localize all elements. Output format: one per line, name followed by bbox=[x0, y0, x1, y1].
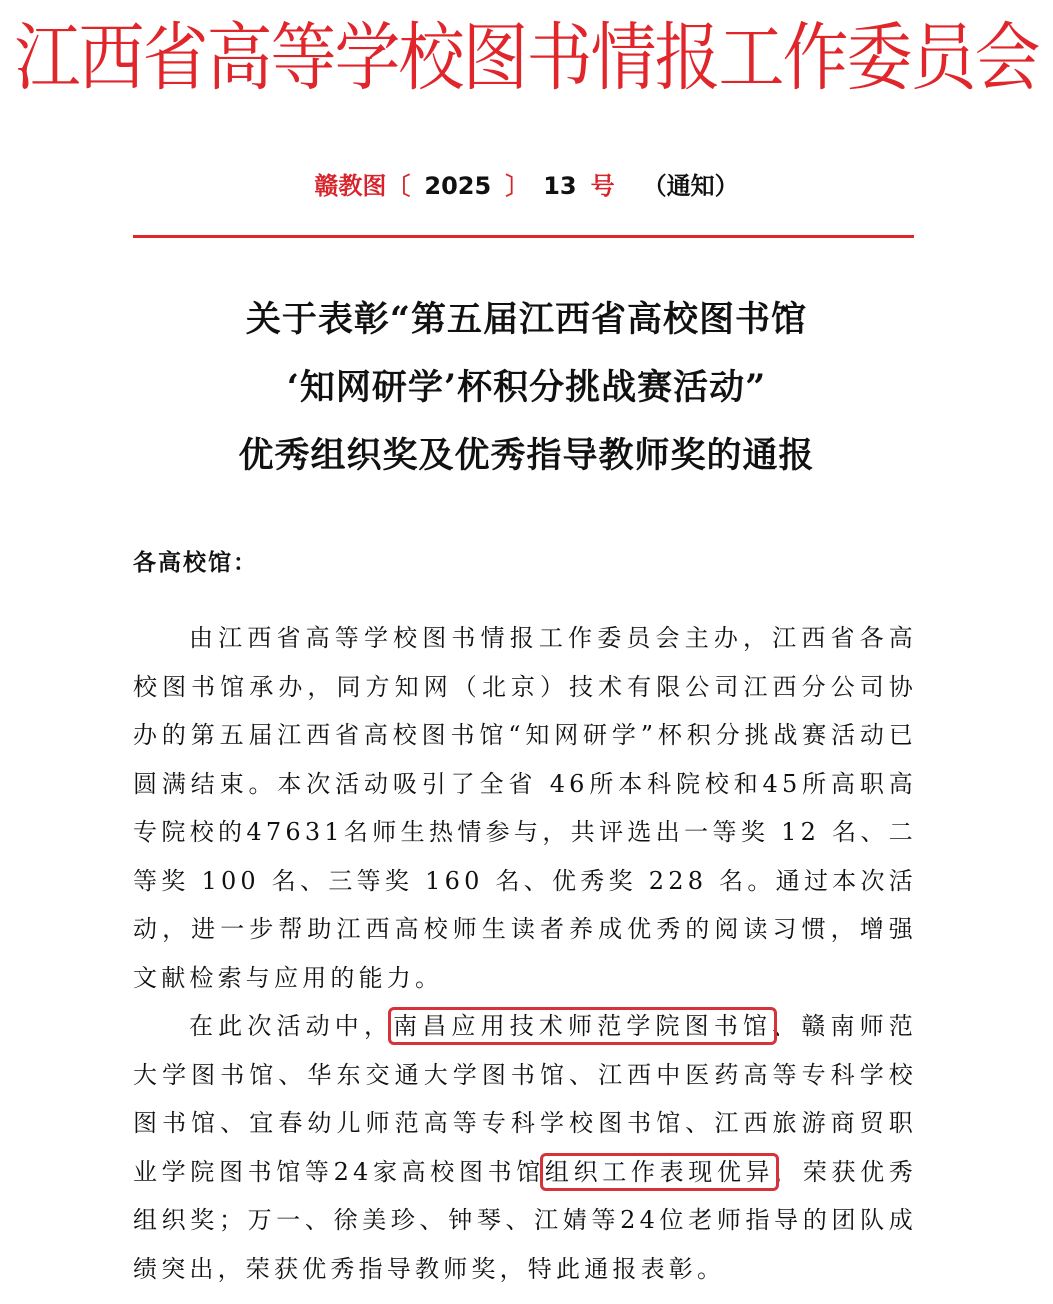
paragraph-2-library-list: 、赣南师范大学图书馆、华东交通大学图书馆、江西中医药高等专科学校图书馆、宜春幼儿师范高等专科学校图书馆、江西旅游商贸职业学院图书馆等24家高校图书馆 bbox=[133, 1012, 918, 1186]
notice-title-line-1: 关于表彰“第五届江西省高校图书馆 bbox=[245, 299, 808, 340]
doc-type: （通知） bbox=[642, 172, 739, 200]
issuing-organization-header: 江西省高等学校图书情报工作委员会 bbox=[14, 14, 1039, 101]
paragraph-2-conclusion: ，荣获优秀组织奖；万一、徐美珍、钟琴、江婧等24位老师指导的团队成绩突出，荣获优秀指导教师奖，特此通报表彰。 bbox=[133, 1157, 917, 1283]
paragraph-2-intro: 在此次活动中， bbox=[189, 1012, 394, 1040]
doc-number-value: 13 bbox=[543, 172, 577, 200]
notice-title bbox=[0, 286, 1053, 490]
highlighted-library-name: 南昌应用技术师范学院图书馆 bbox=[393, 1012, 773, 1040]
doc-number-bracket: 〕 bbox=[505, 172, 530, 200]
paragraph-2 bbox=[133, 1002, 917, 1293]
red-divider-line bbox=[133, 235, 914, 238]
document-number bbox=[0, 168, 1053, 204]
highlighted-performance-phrase: 组织工作表现优异 bbox=[544, 1157, 775, 1186]
doc-number-year: 2025 bbox=[424, 172, 492, 200]
paragraph-1: 由江西省高等学校图书情报工作委员会主办，江西省各高校图书馆承办，同方知网（北京）技术有限公司江西分公司协办的第五届江西省高校图书馆“知网研学”杯积分挑战赛活动已圆满结束。本次活动吸引了全省 46所本科院校和45所高职高专院校的47631名师生热情参与，共评选出一等奖 12 名、二等奖 100 名、三等奖 160 名、优秀奖 228 名。通过本次活动，进一步帮助江西高校师生读者养成优秀的阅读习惯，增强文献检索与应用的能力。 bbox=[133, 624, 917, 992]
doc-number-suffix: 号 bbox=[590, 172, 615, 200]
salutation: 各高校馆： bbox=[133, 549, 258, 576]
notice-title-line-3: 优秀组织奖及优秀指导教师奖的通报 bbox=[238, 435, 815, 476]
notice-title-line-2: ‘知网研学’杯积分挑战赛活动” bbox=[286, 367, 767, 408]
body-text bbox=[133, 614, 917, 1293]
doc-number-prefix: 赣教图〔 bbox=[314, 172, 411, 200]
